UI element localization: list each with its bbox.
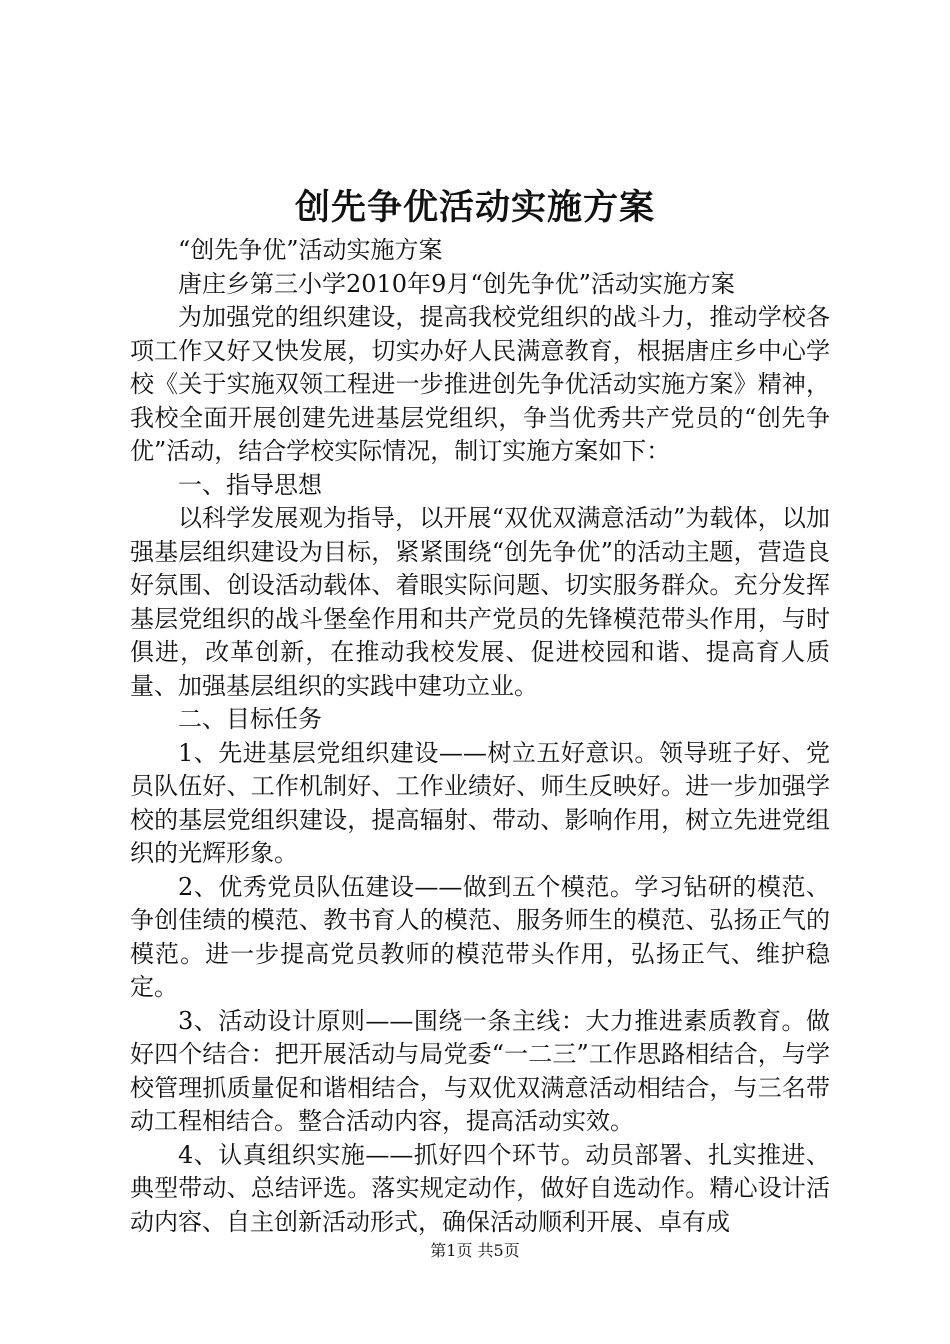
document-body [130, 234, 830, 1239]
guiding-paragraph: 以科学发展观为指导，以开展“双优双满意活动”为载体，以加强基层组织建设为目标，紧紧围绕“创先争优”的活动主题，营造良好氛围、创设活动载体、着眼实际问题、切实服务群众。充分发挥基层党组织的战斗堡垒作用和共产党员的先锋模范带头作用，与时俱进，改革创新，在推动我校发展、促进校园和谐、提高育人质量、加强基层组织的实践中建功立业。 [130, 504, 830, 700]
school-heading-paragraph: 唐庄乡第三小学2010年9月“创先争优”活动实施方案 [178, 269, 735, 298]
section-heading-guiding: 一、指导思想 [178, 470, 322, 499]
goal-item-3: 3、活动设计原则——围绕一条主线：大力推进素质教育。做好四个结合：把开展活动与局党委“一二三”工作思路相结合，与学校管理抓质量促和谐相结合，与双优双满意活动相结合，与三名带动工程相结合。整合活动内容，提高活动实效。 [130, 1006, 830, 1135]
goal-item-4: 4、认真组织实施——抓好四个环节。动员部署、扎实推进、典型带动、总结评选。落实规定动作，做好自选动作。精心设计活动内容、自主创新活动形式，确保活动顺利开展、卓有成 [130, 1140, 830, 1236]
document-title: 创先争优活动实施方案 [294, 187, 655, 228]
goal-item-2: 2、优秀党员队伍建设——做到五个模范。学习钻研的模范、争创佳绩的模范、教书育人的模范、服务师生的模范、弘扬正气的模范。进一步提高党员教师的模范带头作用，弘扬正气、维护稳定。 [130, 872, 830, 1001]
section-heading-goals: 二、目标任务 [178, 705, 322, 733]
intro-paragraph: 为加强党的组织建设，提高我校党组织的战斗力，推动学校各项工作又好又快发展，切实办好人民满意教育，根据唐庄乡中心学校《关于实施双领工程进一步推进创先争优活动实施方案》精神，我校全面开展创建先进基层党组织，争当优秀共产党员的“创先争优”活动，结合学校实际情况，制订实施方案如下： [130, 303, 830, 465]
goal-item-1: 1、先进基层党组织建设——树立五好意识。领导班子好、党员队伍好、工作机制好、工作业绩好、师生反映好。进一步加强学校的基层党组织建设，提高辐射、带动、影响作用，树立先进党组织的光辉形象。 [130, 738, 830, 867]
subtitle-paragraph: “创先争优”活动实施方案 [178, 236, 443, 264]
page-footer: 第1页 共5页 [430, 1241, 520, 1260]
